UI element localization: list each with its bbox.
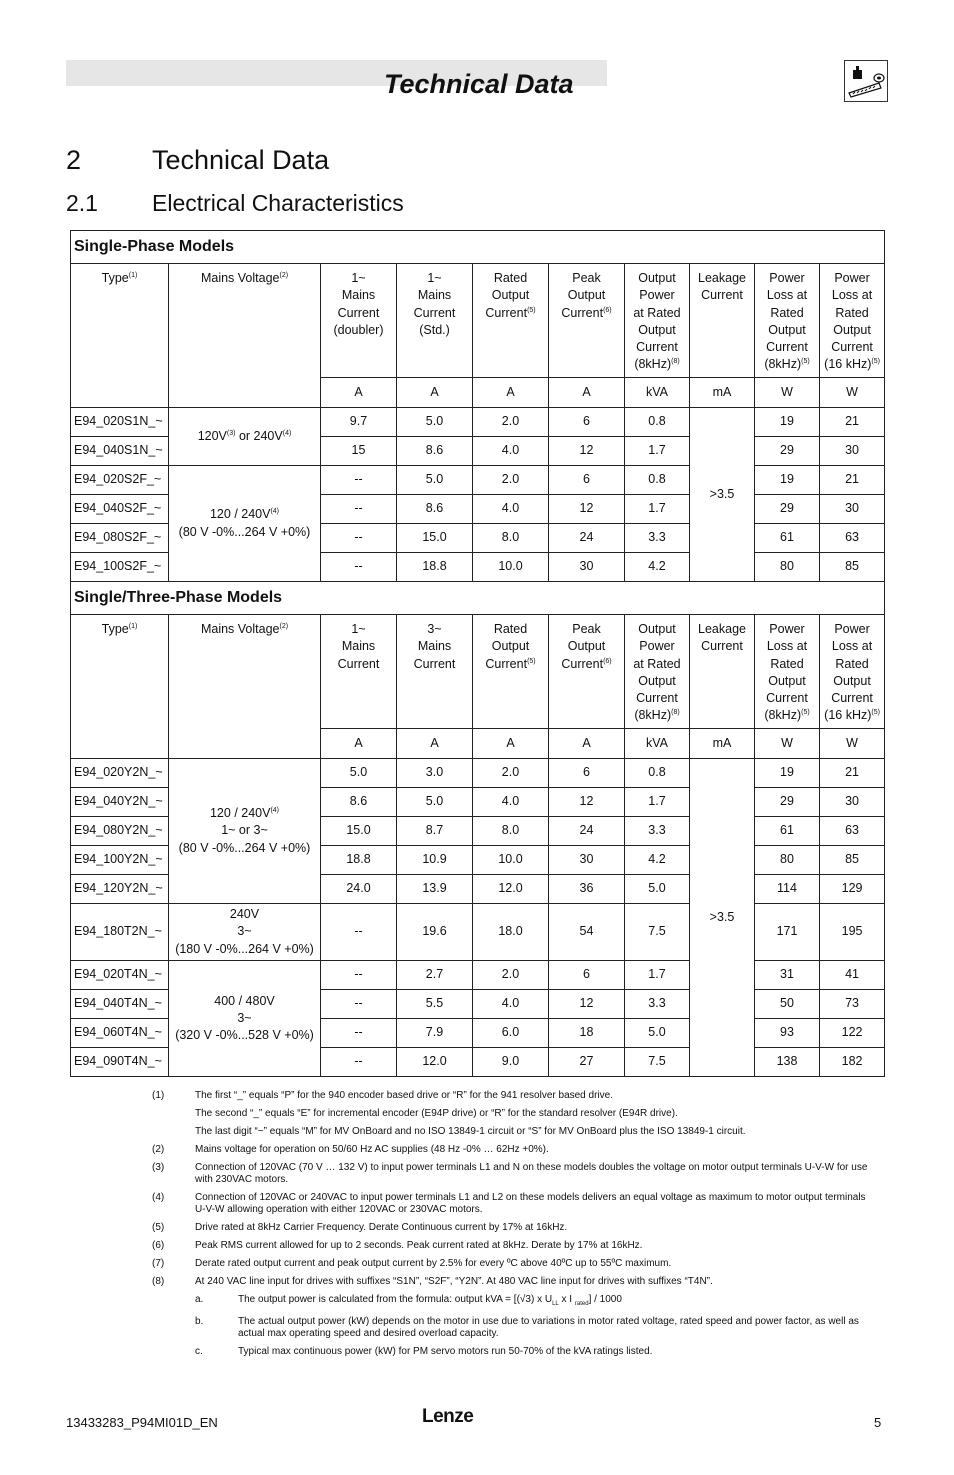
- cell: 8.6: [321, 788, 397, 817]
- cell: 24: [549, 524, 625, 553]
- type-cell: E94_020S2F_~: [71, 466, 169, 495]
- column-header-4: Peak Output Current$^{(6)}$: [549, 615, 625, 729]
- cell: 0.8: [625, 408, 690, 437]
- cell: 12: [549, 788, 625, 817]
- cell: 19: [755, 759, 820, 788]
- mains-voltage-cell: $120 / 240V^{(4)}$ 1~ or 3~ (80 V -0%...264 V +0%): [169, 759, 321, 904]
- cell: 5.0: [397, 466, 473, 495]
- unit-cell: A: [549, 378, 625, 408]
- mains-voltage-cell: $120 / 240V^{(4)}$ (80 V -0%...264 V +0%): [169, 466, 321, 582]
- cell: 27: [549, 1048, 625, 1077]
- cell: 6: [549, 759, 625, 788]
- cell: 18: [549, 1019, 625, 1048]
- column-header-6: Leakage Current: [690, 615, 755, 729]
- cell: 80: [755, 846, 820, 875]
- section-title-row: [71, 231, 885, 264]
- cell: 4.2: [625, 553, 690, 582]
- type-cell: E94_080S2F_~: [71, 524, 169, 553]
- cell: 5.0: [321, 759, 397, 788]
- column-header-1: 1~ Mains Current (doubler): [321, 264, 397, 378]
- table-row: [71, 408, 885, 437]
- mains-voltage-cell: 240V 3~ (180 V -0%...264 V +0%): [169, 904, 321, 961]
- table-row: [71, 466, 885, 495]
- unit-cell: mA: [690, 378, 755, 408]
- cell: 5.0: [397, 408, 473, 437]
- cell: 6.0: [473, 1019, 549, 1048]
- unit-cell: A: [473, 378, 549, 408]
- cell: 29: [755, 437, 820, 466]
- type-cell: E94_040S2F_~: [71, 495, 169, 524]
- cell: 138: [755, 1048, 820, 1077]
- column-header-8: Power Loss at Rated Output Current (16 kHz)$^{(5)}$: [820, 615, 885, 729]
- footnote-2: (2) Mains voltage for operation on 50/60 Hz AC supplies (48 Hz -0% … 62Hz +0%).: [152, 1144, 549, 1155]
- footer-document-id: 13433283_P94MI01D_EN: [66, 1415, 218, 1430]
- cell: 6: [549, 408, 625, 437]
- cell: 2.0: [473, 408, 549, 437]
- type-cell: E94_100S2F_~: [71, 553, 169, 582]
- cell: 15.0: [321, 817, 397, 846]
- cell: 2.7: [397, 961, 473, 990]
- cell: 8.6: [397, 437, 473, 466]
- column-header-3: Rated Output Current$^{(5)}$: [473, 264, 549, 378]
- cell: 7.5: [625, 904, 690, 961]
- footnotes: [152, 1090, 872, 1364]
- cell: 63: [820, 817, 885, 846]
- cell: --: [321, 961, 397, 990]
- table-row: [71, 759, 885, 788]
- cell: 21: [820, 408, 885, 437]
- cell: 0.8: [625, 466, 690, 495]
- footnote-3: (3) Connection of 120VAC (70 V … 132 V) to input power terminals L1 and N on these models doubles the voltage on motor output terminals U-V-W for use with 230VAC motors.: [152, 1162, 868, 1185]
- unit-cell: kVA: [625, 729, 690, 759]
- footnote-1c: The last digit “~” equals “M” for MV OnBoard and no ISO 13849-1 circuit or “S” for MV OnBoard plus the ISO 13849-1 circuit.: [195, 1126, 746, 1137]
- cell: 30: [549, 846, 625, 875]
- cell: 19: [755, 408, 820, 437]
- type-cell: E94_040Y2N_~: [71, 788, 169, 817]
- type-cell: E94_060T4N_~: [71, 1019, 169, 1048]
- cell: 1.7: [625, 437, 690, 466]
- cell: 21: [820, 759, 885, 788]
- cell: 21: [820, 466, 885, 495]
- cell: 195: [820, 904, 885, 961]
- cell: 93: [755, 1019, 820, 1048]
- electrical-characteristics-table: [70, 230, 885, 1077]
- type-cell: E94_080Y2N_~: [71, 817, 169, 846]
- type-cell: E94_040T4N_~: [71, 990, 169, 1019]
- footnote-7: (7) Derate rated output current and peak output current by 2.5% for every ºC above 40ºC up to 55ºC maximum.: [152, 1258, 672, 1269]
- type-cell: E94_180T2N_~: [71, 904, 169, 961]
- type-cell: E94_020S1N_~: [71, 408, 169, 437]
- cell: 61: [755, 817, 820, 846]
- type-header: Type$^{(1)}$: [71, 615, 169, 759]
- cell: 4.0: [473, 990, 549, 1019]
- cell: 19: [755, 466, 820, 495]
- unit-cell: A: [321, 729, 397, 759]
- subsection-number: 2.1: [66, 190, 98, 216]
- cell: 182: [820, 1048, 885, 1077]
- cell: 122: [820, 1019, 885, 1048]
- cell: 3.0: [397, 759, 473, 788]
- cell: 5.5: [397, 990, 473, 1019]
- cell: 8.0: [473, 817, 549, 846]
- type-cell: E94_040S1N_~: [71, 437, 169, 466]
- unit-cell: A: [397, 378, 473, 408]
- column-header-5: Output Power at Rated Output Current $(8kHz)^{(8)}$: [625, 615, 690, 729]
- mains-voltage-header: Mains Voltage$^{(2)}$: [169, 264, 321, 408]
- unit-cell: A: [473, 729, 549, 759]
- cell: --: [321, 904, 397, 961]
- drive-weight-icon: [844, 60, 888, 102]
- footnote-8b: b. The actual output power (kW) depends on the motor in use due to variations in motor rated voltage, rated speed and power factor, as well as actual max operating speed and desired overload capacity.: [195, 1316, 859, 1339]
- section-number: 2: [66, 145, 82, 175]
- unit-cell: mA: [690, 729, 755, 759]
- column-header-7: Power Loss at Rated Output Current $(8kHz)^{(5)}$: [755, 615, 820, 729]
- unit-cell: A: [397, 729, 473, 759]
- cell: 7.5: [625, 1048, 690, 1077]
- cell: 30: [549, 553, 625, 582]
- cell: 85: [820, 846, 885, 875]
- cell: 4.0: [473, 788, 549, 817]
- cell: 8.7: [397, 817, 473, 846]
- cell: 12: [549, 495, 625, 524]
- cell: 10.0: [473, 846, 549, 875]
- cell: 63: [820, 524, 885, 553]
- cell: 3.3: [625, 990, 690, 1019]
- footnote-8: (8) At 240 VAC line input for drives with suffixes “S1N”, “S2F”, “Y2N”. At 480 VAC line input for drives with suffixes “T4N”.: [152, 1276, 713, 1287]
- footnote-8a: a. The output power is calculated from the formula: output kVA = [(√3) x $U_{LL}$ x I $_{rated}$] / 1000: [195, 1294, 622, 1307]
- single-phase-title: Single-Phase Models: [71, 231, 885, 264]
- cell: --: [321, 1048, 397, 1077]
- cell: --: [321, 524, 397, 553]
- cell: 50: [755, 990, 820, 1019]
- lenze-logo: Lenze: [422, 1406, 474, 1427]
- cell: 30: [820, 437, 885, 466]
- cell: --: [321, 466, 397, 495]
- cell: 2.0: [473, 759, 549, 788]
- cell: 30: [820, 788, 885, 817]
- footnote-1: (1) The first “_” equals “P” for the 940 encoder based drive or “R” for the 941 resolver based drive.: [152, 1090, 613, 1101]
- cell: 12: [549, 990, 625, 1019]
- cell: 18.8: [397, 553, 473, 582]
- cell: 85: [820, 553, 885, 582]
- column-header-3: Rated Output Current$^{(5)}$: [473, 615, 549, 729]
- column-header-2: 1~ Mains Current (Std.): [397, 264, 473, 378]
- cell: 29: [755, 495, 820, 524]
- cell: 31: [755, 961, 820, 990]
- type-cell: E94_120Y2N_~: [71, 875, 169, 904]
- cell: 12: [549, 437, 625, 466]
- cell: 1.7: [625, 961, 690, 990]
- cell: 3.3: [625, 524, 690, 553]
- type-cell: E94_100Y2N_~: [71, 846, 169, 875]
- mains-voltage-header: Mains Voltage$^{(2)}$: [169, 615, 321, 759]
- cell: 1.7: [625, 788, 690, 817]
- cell: 9.0: [473, 1048, 549, 1077]
- cell: 2.0: [473, 961, 549, 990]
- subsection-title: Electrical Characteristics: [152, 190, 404, 216]
- footnote-8c: c. Typical max continuous power (kW) for PM servo motors run 50-70% of the kVA ratings listed.: [195, 1346, 653, 1357]
- cell: 24: [549, 817, 625, 846]
- column-header-8: Power Loss at Rated Output Current (16 kHz)$^{(5)}$: [820, 264, 885, 378]
- page-number: 5: [874, 1415, 882, 1430]
- type-header: Type$^{(1)}$: [71, 264, 169, 408]
- mains-voltage-cell: 400 / 480V 3~ (320 V -0%...528 V +0%): [169, 961, 321, 1077]
- cell: 18.8: [321, 846, 397, 875]
- column-header-4: Peak Output Current$^{(6)}$: [549, 264, 625, 378]
- cell: 0.8: [625, 759, 690, 788]
- cell: 29: [755, 788, 820, 817]
- unit-cell: A: [549, 729, 625, 759]
- cell: 4.2: [625, 846, 690, 875]
- cell: 19.6: [397, 904, 473, 961]
- cell: 5.0: [625, 875, 690, 904]
- unit-cell: W: [820, 378, 885, 408]
- type-cell: E94_090T4N_~: [71, 1048, 169, 1077]
- cell: --: [321, 553, 397, 582]
- cell: 1.7: [625, 495, 690, 524]
- cell: 30: [820, 495, 885, 524]
- cell: 36: [549, 875, 625, 904]
- cell: 54: [549, 904, 625, 961]
- column-header-5: Output Power at Rated Output Current $(8kHz)^{(8)}$: [625, 264, 690, 378]
- cell: 2.0: [473, 466, 549, 495]
- cell: 80: [755, 553, 820, 582]
- cell: 5.0: [625, 1019, 690, 1048]
- cell: 129: [820, 875, 885, 904]
- cell: 12.0: [473, 875, 549, 904]
- footnote-6: (6) Peak RMS current allowed for up to 2 seconds. Peak current rated at 8kHz. Derate by 17% at 16kHz.: [152, 1240, 643, 1251]
- column-header-7: Power Loss at Rated Output Current $(8kHz)^{(5)}$: [755, 264, 820, 378]
- cell: 5.0: [397, 788, 473, 817]
- table-row: [71, 961, 885, 990]
- cell: 15.0: [397, 524, 473, 553]
- section-title-row: [71, 582, 885, 615]
- mains-voltage-cell: $120V^{(3)}$ or $240V^{(4)}$: [169, 408, 321, 466]
- cell: 114: [755, 875, 820, 904]
- cell: 13.9: [397, 875, 473, 904]
- cell: 6: [549, 466, 625, 495]
- cell: 73: [820, 990, 885, 1019]
- cell: 41: [820, 961, 885, 990]
- cell: 4.0: [473, 437, 549, 466]
- cell: --: [321, 1019, 397, 1048]
- unit-cell: kVA: [625, 378, 690, 408]
- leakage-current-cell: >3.5: [690, 408, 755, 582]
- cell: --: [321, 495, 397, 524]
- unit-cell: W: [755, 378, 820, 408]
- cell: 9.7: [321, 408, 397, 437]
- cell: 8.0: [473, 524, 549, 553]
- three-phase-title: Single/Three-Phase Models: [71, 582, 885, 615]
- cell: 61: [755, 524, 820, 553]
- type-cell: E94_020Y2N_~: [71, 759, 169, 788]
- cell: 6: [549, 961, 625, 990]
- column-header-1: 1~ Mains Current: [321, 615, 397, 729]
- cell: 3.3: [625, 817, 690, 846]
- cell: 4.0: [473, 495, 549, 524]
- cell: 10.0: [473, 553, 549, 582]
- cell: 15: [321, 437, 397, 466]
- leakage-current-cell: >3.5: [690, 759, 755, 1077]
- type-cell: E94_020T4N_~: [71, 961, 169, 990]
- unit-cell: A: [321, 378, 397, 408]
- table-header-row: [71, 264, 885, 378]
- column-header-6: Leakage Current: [690, 264, 755, 378]
- table-header-row: [71, 615, 885, 729]
- cell: 171: [755, 904, 820, 961]
- cell: --: [321, 990, 397, 1019]
- footnote-1b: The second “_” equals “E” for incremental encoder (E94P drive) or “R” for the standard resolver (E94R drive).: [195, 1108, 678, 1119]
- cell: 18.0: [473, 904, 549, 961]
- cell: 8.6: [397, 495, 473, 524]
- table-row: [71, 904, 885, 961]
- cell: 24.0: [321, 875, 397, 904]
- unit-cell: W: [820, 729, 885, 759]
- cell: 10.9: [397, 846, 473, 875]
- cell: 7.9: [397, 1019, 473, 1048]
- footnote-5: (5) Drive rated at 8kHz Carrier Frequency. Derate Continuous current by 17% at 16kHz.: [152, 1222, 568, 1233]
- cell: 12.0: [397, 1048, 473, 1077]
- unit-cell: W: [755, 729, 820, 759]
- column-header-2: 3~ Mains Current: [397, 615, 473, 729]
- section-title: Technical Data: [152, 145, 330, 175]
- footnote-4: (4) Connection of 120VAC or 240VAC to input power terminals L1 and L2 on these models delivers an equal voltage as maximum to motor output terminals U-V-W allowing operation with either 120VAC or 230VAC motors.: [152, 1192, 866, 1215]
- page-header-title: Technical Data: [384, 69, 574, 99]
